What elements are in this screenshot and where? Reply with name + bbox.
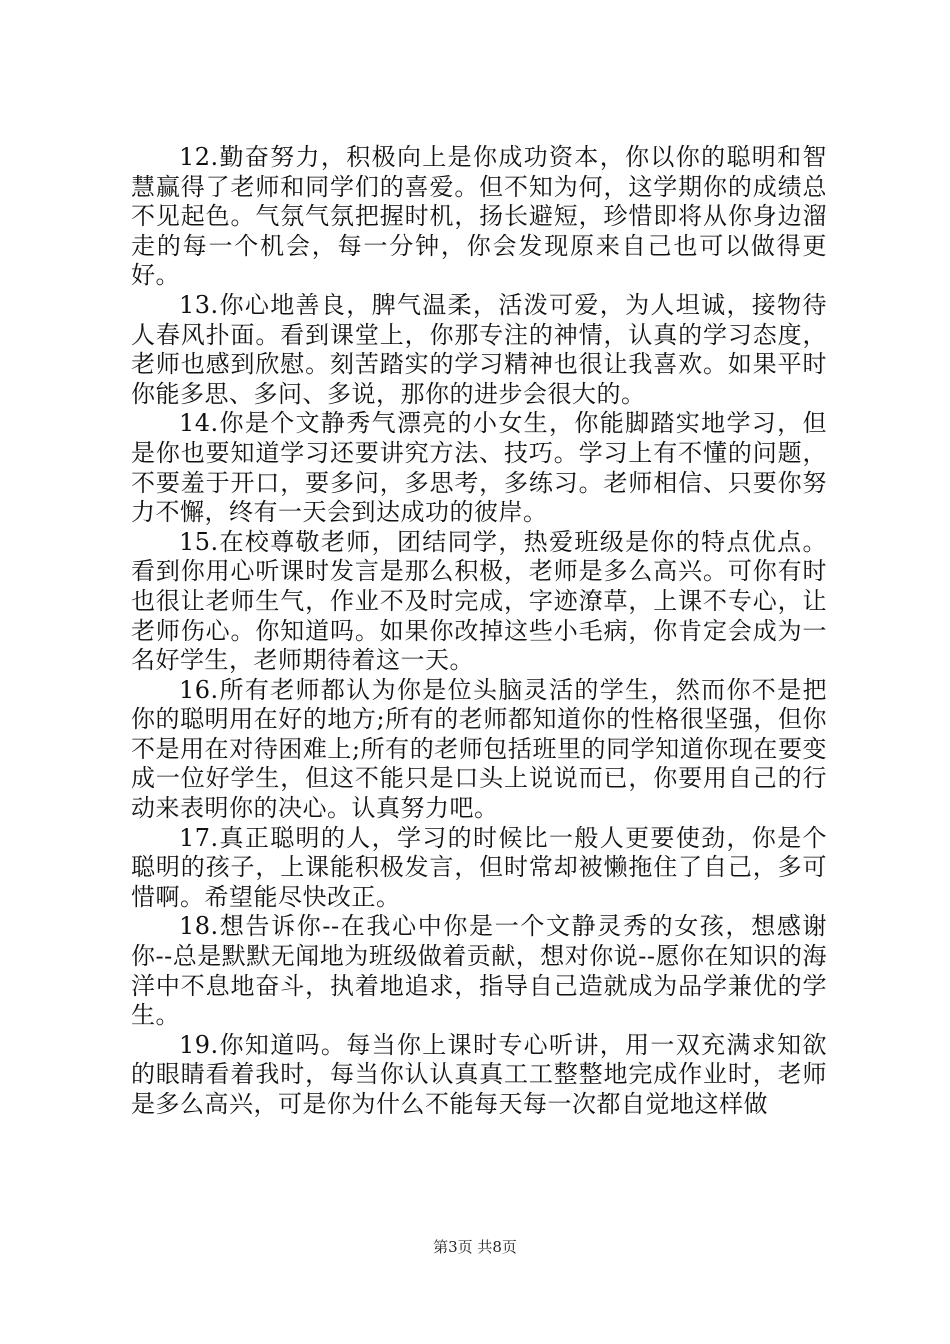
document-body — [131, 143, 827, 1120]
paragraph-14: 14.你是个文静秀气漂亮的小女生，你能脚踏实地学习，但是你也要知道学习还要讲究方法、技巧。学习上有不懂的问题，不要羞于开口，要多问，多思考，多练习。老师相信、只要你努力不懈，终有一天会到达成功的彼岸。 — [131, 409, 827, 527]
paragraph-19: 19.你知道吗。每当你上课时专心听讲，用一双充满求知欲的眼睛看着我时，每当你认认真真工工整整地完成作业时，老师是多么高兴，可是你为什么不能每天每一次都自觉地这样做 — [131, 1030, 827, 1118]
paragraph-17: 17.真正聪明的人，学习的时候比一般人更要使劲，你是个聪明的孩子，上课能积极发言，但时常却被懒拖住了自己，多可惜啊。希望能尽快改正。 — [131, 823, 827, 911]
paragraph-13: 13.你心地善良，脾气温柔，活泼可爱，为人坦诚，接物待人春风扑面。看到课堂上，你那专注的神情，认真的学习态度，老师也感到欣慰。刻苦踏实的学习精神也很让我喜欢。如果平时你能多思、多问、多说，那你的进步会很大的。 — [131, 290, 827, 408]
paragraph-18: 18.想告诉你--在我心中你是一个文静灵秀的女孩，想感谢你--总是默默无闻地为班级做着贡献，想对你说--愿你在知识的海洋中不息地奋斗，执着地追求，指导自己造就成为品学兼优的学生。 — [131, 912, 827, 1030]
paragraph-16: 16.所有老师都认为你是位头脑灵活的学生，然而你不是把你的聪明用在好的地方;所有的老师都知道你的性格很坚强，但你不是用在对待困难上;所有的老师包括班里的同学知道你现在要变成一位好学生，但这不能只是口头上说说而已，你要用自己的行动来表明你的决心。认真努力吧。 — [131, 675, 827, 823]
page-number-footer: 第3页 共8页 — [433, 1238, 517, 1256]
paragraph-12: 12.勤奋努力，积极向上是你成功资本，你以你的聪明和智慧赢得了老师和同学们的喜爱。但不知为何，这学期你的成绩总不见起色。气氛气氛把握时机，扬长避短，珍惜即将从你身边溜走的每一个机会，每一分钟，你会发现原来自己也可以做得更好。 — [131, 143, 827, 290]
paragraph-15: 15.在校尊敬老师，团结同学，热爱班级是你的特点优点。看到你用心听课时发言是那么积极，老师是多么高兴。可你有时也很让老师生气，作业不及时完成，字迹潦草，上课不专心，让老师伤心。你知道吗。如果你改掉这些小毛病，你肯定会成为一名好学生，老师期待着这一天。 — [131, 527, 827, 675]
